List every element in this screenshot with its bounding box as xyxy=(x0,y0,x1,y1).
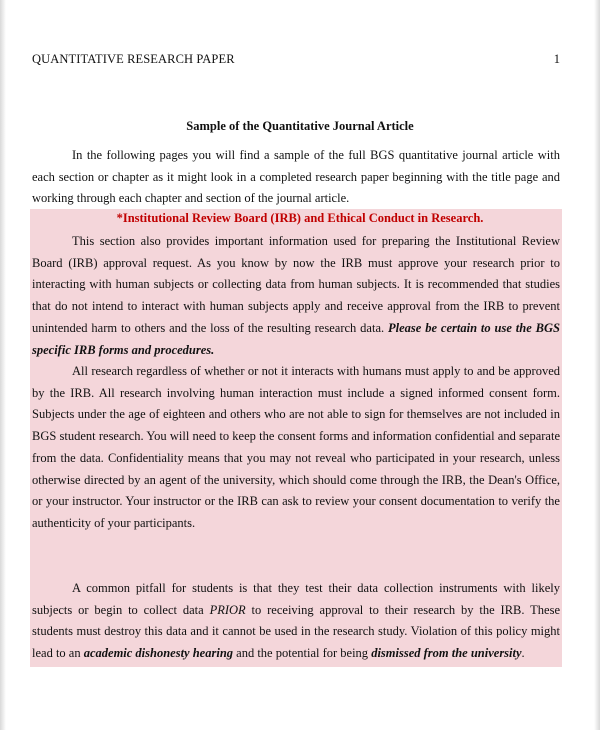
intro-paragraph: In the following pages you will find a sample of the full BGS quantitative journal article with each section or chapter as it might look in a completed research paper beginning with the title page and working through each chapter and section of the journal article. xyxy=(32,148,560,206)
irb-paragraph-3-part1: A common pitfall for students is that they test their data collection instruments with likely subjects or begin to collect data xyxy=(32,581,560,617)
page-shadow-left xyxy=(0,0,6,730)
document-title: Sample of the Quantitative Journal Article xyxy=(186,119,414,133)
irb-paragraph-3-part2: to receiving approval to their research by the IRB. These students must destroy this data and it cannot be used in the research study. Violation of this policy might lead to an xyxy=(32,602,560,661)
irb-paragraph-3 xyxy=(32,578,560,665)
page-shadow-right xyxy=(594,0,600,730)
section-heading: *Institutional Review Board (IRB) and Ethical Conduct in Research. xyxy=(116,211,484,225)
irb-paragraph-1-text: This section also provides important information used for preparing the Institutional Review Board (IRB) approval request. As you know by now the IRB must approve your research prior to interacting with human subjects or collecting data from human subjects. It is recommended that studies that do not intend to interact with human subjects apply and receive approval from the IRB to prevent unintended harm to others and the loss of the resulting research data. xyxy=(32,234,560,335)
prior-emphasis: PRIOR xyxy=(209,602,246,617)
irb-paragraph-2: All research regardless of whether or not it interacts with humans must apply to and be approved by the IRB. All research involving human interaction must include a signed informed consent form. Subjects under the age of eighteen and others who are not able to sign for themselves are not included in BGS student research. You will need to keep the consent forms and information confidential and separate from the data. Confidentiality means that you may not reveal who participated in your research, unless otherwise directed by an agent of the university, which should come through the IRB, the Dean's Office, or your instructor. Your instructor or the IRB can ask to review your consent documentation to verify the authenticity of your participants. xyxy=(32,364,560,530)
irb-paragraph-3-part3: and the potential for being xyxy=(233,646,372,661)
running-head: QUANTITATIVE RESEARCH PAPER xyxy=(32,52,235,66)
page-number: 1 xyxy=(553,52,560,66)
irb-paragraph-3-part4: . xyxy=(521,646,525,661)
irb-paragraph-1 xyxy=(32,231,560,361)
irb-forms-emphasis: Please be certain to use the BGS specific IRB forms and procedures. xyxy=(32,320,560,357)
dishonesty-hearing-emphasis: academic dishonesty hearing xyxy=(83,646,234,661)
dismissed-emphasis: dismissed from the university xyxy=(371,646,522,661)
